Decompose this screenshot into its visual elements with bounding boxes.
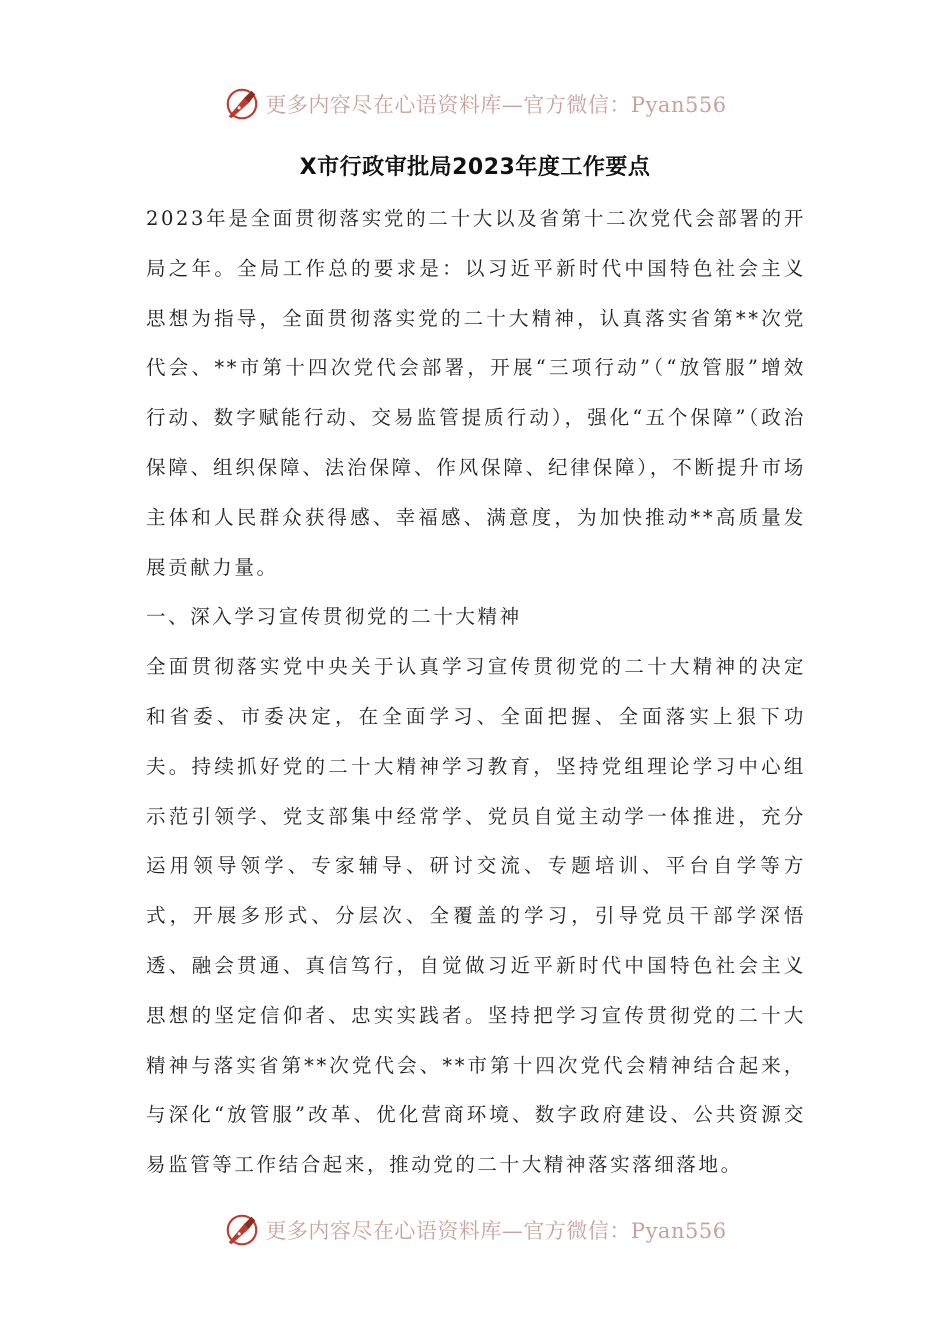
header-watermark-banner: [0, 84, 950, 124]
pen-nib-logo-icon: [223, 1211, 261, 1249]
section-1-heading: 一、深入学习宣传贯彻党的二十大精神: [146, 605, 522, 629]
document-title: X市行政审批局2023年度工作要点: [299, 155, 651, 180]
intro-paragraph: 2023年是全面贯彻落实党的二十大以及省第十二次党代会部署的开局之年。全局工作总的要求是：以习近平新时代中国特色社会主义思想为指导，全面贯彻落实党的二十大精神，认真落实省第**次党代会、**市第十四次党代会部署，开展“三项行动”（“放管服”增效行动、数字赋能行动、交易监管提质行动），强化“五个保障”（政治保障、组织保障、法治保障、作风保障、纪律保障），不断提升市场主体和人民群众获得感、幸福感、满意度，为加快推动**高质量发展贡献力量。: [146, 207, 806, 579]
watermark-text: 更多内容尽在心语资料库—官方微信：Pyan556: [265, 93, 727, 117]
document-body: [146, 194, 806, 1190]
pen-nib-logo-icon: [223, 85, 261, 123]
watermark-text: 更多内容尽在心语资料库—官方微信：Pyan556: [265, 1219, 727, 1243]
footer-watermark-banner: [0, 1210, 950, 1250]
section-1-paragraph: 全面贯彻落实党中央关于认真学习宣传贯彻党的二十大精神的决定和省委、市委决定，在全面学习、全面把握、全面落实上狠下功夫。持续抓好党的二十大精神学习教育，坚持党组理论学习中心组示范引领学、党支部集中经常学、党员自觉主动学一体推进，充分运用领导领学、专家辅导、研讨交流、专题培训、平台自学等方式，开展多形式、分层次、全覆盖的学习，引导党员干部学深悟透、融会贯通、真信笃行，自觉做习近平新时代中国特色社会主义思想的坚定信仰者、忠实实践者。坚持把学习宣传贯彻党的二十大精神与落实省第**次党代会、**市第十四次党代会精神结合起来，与深化“放管服”改革、优化营商环境、数字政府建设、公共资源交易监管等工作结合起来，推动党的二十大精神落实落细落地。: [146, 655, 806, 1177]
